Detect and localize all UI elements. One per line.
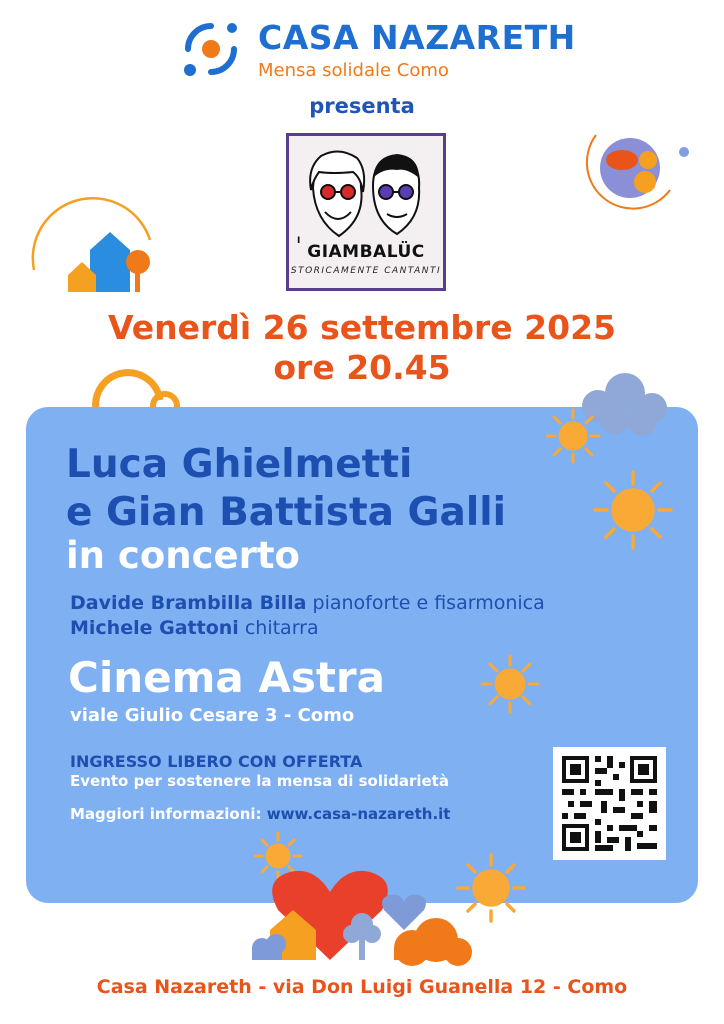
info-link[interactable]: www.casa-nazareth.it — [266, 805, 451, 823]
musician-instrument: chitarra — [238, 617, 319, 639]
cloud-icon — [582, 373, 667, 436]
heart-icon — [382, 895, 426, 930]
band-tagline: STORICAMENTE CANTANTI — [290, 266, 442, 276]
venue-name: Cinema Astra — [68, 653, 385, 702]
musician-line — [70, 617, 319, 639]
sun-icon — [547, 410, 599, 462]
performers-line-2: e Gian Battista Galli — [66, 490, 506, 535]
event-date: Venerdì 26 settembre 2025 — [107, 308, 617, 347]
band-prefix: I — [297, 236, 301, 246]
event-purpose: Evento per sostenere la mensa di solidarietà — [70, 772, 449, 790]
band-name: GIAMBALÜC — [307, 242, 425, 262]
sun-icon — [595, 472, 671, 548]
presents-label: presenta — [309, 94, 415, 118]
musician-name: Michele Gattoni — [70, 617, 239, 639]
more-info — [70, 805, 450, 823]
sun-icon — [458, 855, 524, 921]
brand-title: CASA NAZARETH — [258, 18, 576, 57]
qr-code[interactable] — [553, 747, 666, 860]
concert-subtitle: in concerto — [66, 534, 300, 577]
cloud-icon — [252, 934, 286, 960]
musician-instrument: pianoforte e fisarmonica — [306, 592, 545, 614]
performers-line-1: Luca Ghielmetti — [66, 442, 413, 487]
entry-note: INGRESSO LIBERO CON OFFERTA — [70, 752, 363, 771]
info-label: Maggiori informazioni: — [70, 805, 267, 823]
event-time: ore 20.45 — [273, 348, 451, 387]
musician-line — [70, 592, 545, 614]
qr-code-icon — [553, 747, 666, 860]
musician-name: Davide Brambilla Billa — [70, 592, 307, 614]
venue-address: viale Giulio Cesare 3 - Como — [70, 705, 355, 726]
brand-subtitle: Mensa solidale Como — [258, 60, 449, 81]
footer-address: Casa Nazareth - via Don Luigi Guanella 12 - Como — [96, 976, 628, 998]
sun-icon — [482, 656, 538, 712]
